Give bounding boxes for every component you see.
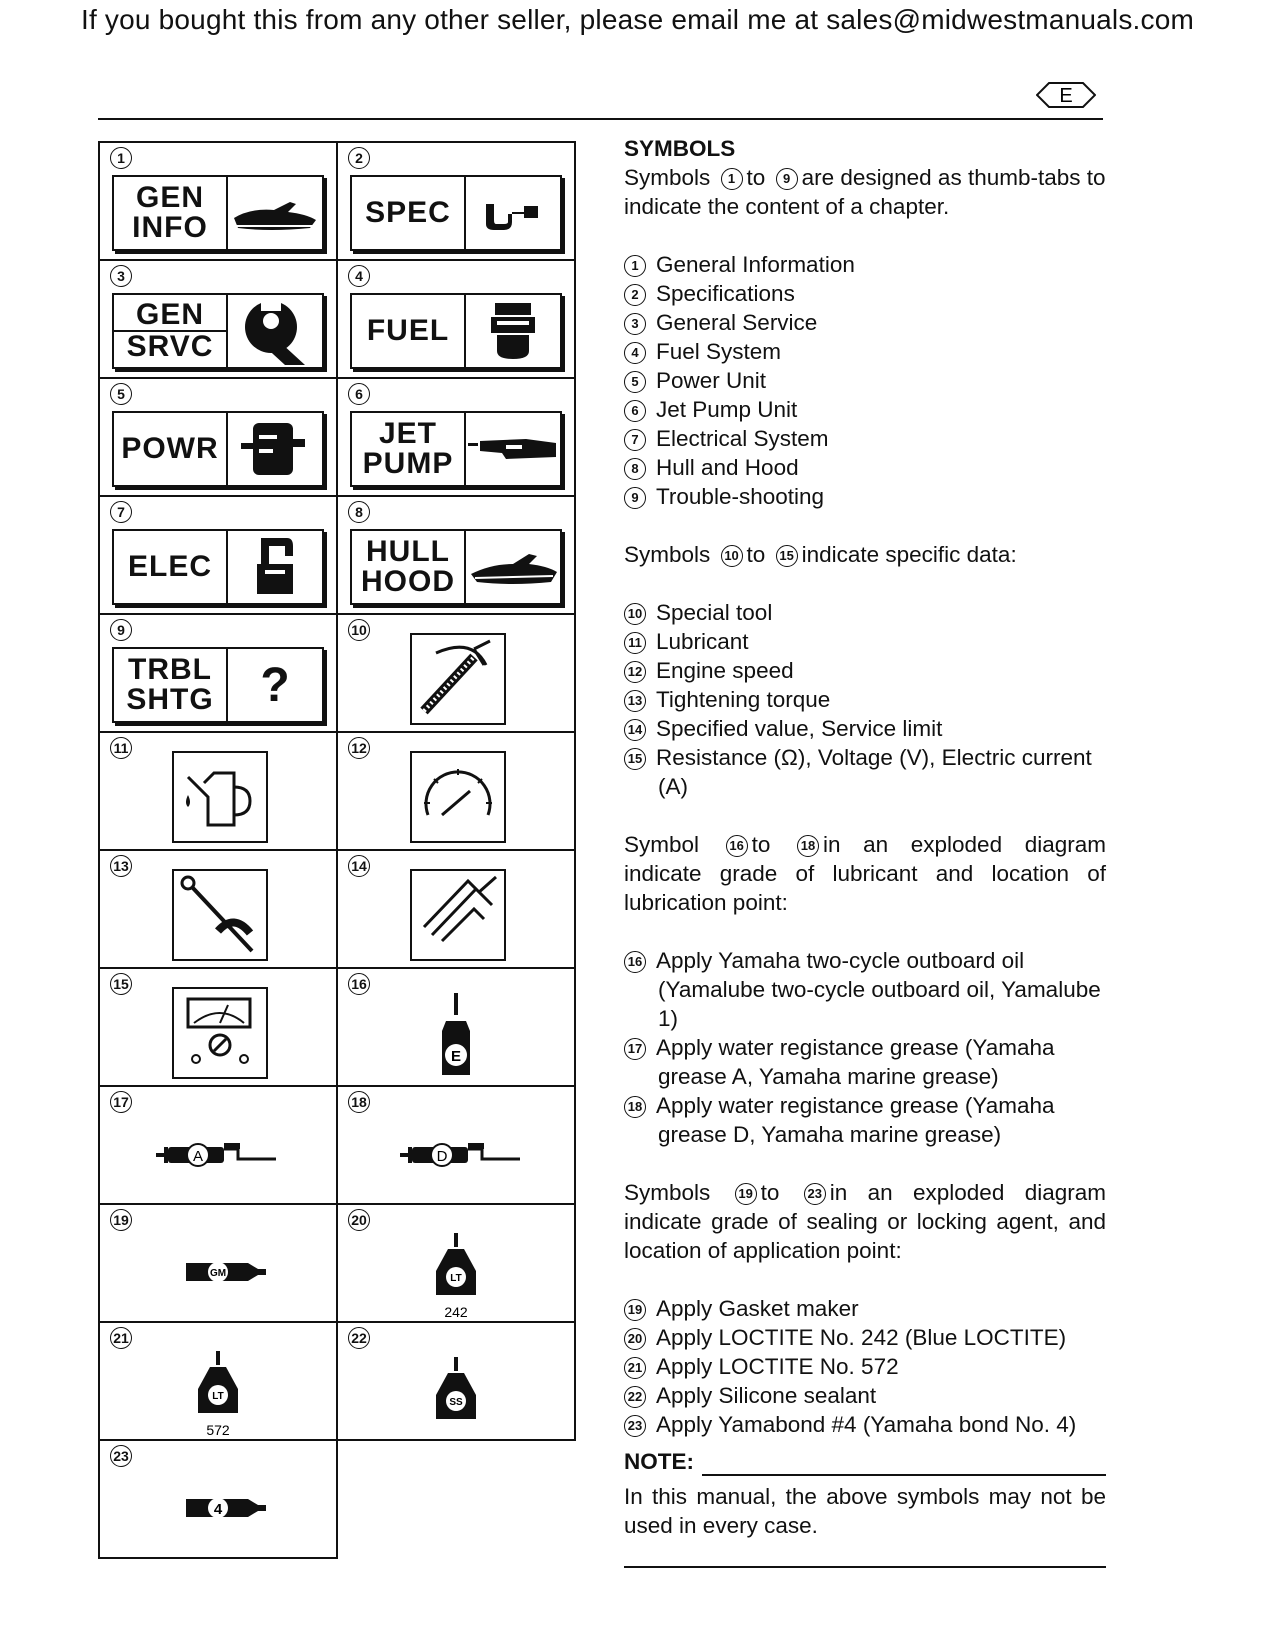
symbol-cell-11 xyxy=(98,731,338,851)
intro-thumb-tabs: Symbols 1 to 9 are designed as thumb-tabs to indicate the content of a chapter. xyxy=(624,165,1106,219)
list-item: 23 Apply Yamabond #4 (Yamaha bond No. 4) xyxy=(624,1410,1106,1439)
wrench-icon xyxy=(235,297,315,365)
jet-pump-icon xyxy=(466,429,560,469)
symbol-cell-21 xyxy=(98,1321,338,1441)
symbol-cell-18 xyxy=(336,1085,576,1205)
gasket-maker-tube-icon xyxy=(100,1219,336,1323)
tab-text: ELEC xyxy=(114,531,228,603)
note-text: In this manual, the above symbols may not be used in every case. xyxy=(624,1484,1106,1538)
micrometer-icon xyxy=(478,188,548,238)
symbol-cell-10 xyxy=(336,613,576,733)
tab-text: TRBL xyxy=(128,653,212,686)
thumb-tab-trbl-shtg xyxy=(112,647,324,723)
note-heading: NOTE: xyxy=(624,1447,1106,1476)
loctite-grade-letters: LT xyxy=(212,1391,224,1402)
thumb-tab-gen-srvc xyxy=(112,293,324,369)
list-item: 5 Power Unit xyxy=(624,366,1106,395)
symbol-number: 3 xyxy=(110,265,132,287)
list-item: 9 Trouble-shooting xyxy=(624,482,1106,511)
symbol-cell-12 xyxy=(336,731,576,851)
list-item: 15 Resistance (Ω), Voltage (V), Electric current (A) xyxy=(624,743,1106,801)
symbol-cell-13 xyxy=(98,849,338,969)
sealant-grade-letters: SS xyxy=(449,1397,463,1408)
loctite-number: 242 xyxy=(444,1304,468,1320)
list-item: 18 Apply water registance grease (Yamaha grease D, Yamaha marine grease) xyxy=(624,1091,1106,1149)
lubricant-icon xyxy=(172,751,268,843)
symbol-number: 17 xyxy=(110,1091,132,1113)
symbol-number: 5 xyxy=(110,383,132,405)
symbol-number: 4 xyxy=(348,265,370,287)
intro-sealing: Symbols 19 to 23 in an exploded diagram indicate grade of sealing or locking agent, and location of application point: xyxy=(624,1180,1106,1263)
silicone-sealant-bottle-icon xyxy=(338,1337,574,1441)
question-mark-icon: ? xyxy=(260,658,290,712)
thumb-tab-fuel xyxy=(350,293,562,369)
symbol-cell-16 xyxy=(336,967,576,1087)
special-tool-icon xyxy=(410,633,506,725)
tab-text: JET xyxy=(378,417,438,450)
loctite-242-bottle-icon xyxy=(338,1219,574,1323)
language-badge xyxy=(1036,82,1096,108)
symbol-cell-15 xyxy=(98,967,338,1087)
lubricant-symbol-list xyxy=(624,946,1106,1149)
symbol-number: 9 xyxy=(110,619,132,641)
data-symbol-list xyxy=(624,598,1106,801)
sealant-symbol-list xyxy=(624,1294,1106,1439)
language-badge-letter: E xyxy=(1059,85,1073,107)
list-item: 13 Tightening torque xyxy=(624,685,1106,714)
oil-grade-letter: E xyxy=(450,1048,462,1065)
tab-text: FUEL xyxy=(352,295,466,367)
intro-specific-data: Symbols 10 to 15 indicate specific data: xyxy=(624,542,1017,567)
list-item: 16 Apply Yamaha two-cycle outboard oil (Yamalube two-cycle outboard oil, Yamalube 1) xyxy=(624,946,1106,1033)
tab-text: GEN xyxy=(135,181,204,214)
symbol-number: 12 xyxy=(348,737,370,759)
symbol-number: 8 xyxy=(348,501,370,523)
symbol-cell-8 xyxy=(336,495,576,615)
seller-banner: If you bought this from any other seller, please email me at sales@midwestmanuals.com xyxy=(80,4,1195,35)
grease-gun-d-icon xyxy=(338,1101,574,1205)
symbol-cell-19 xyxy=(98,1203,338,1323)
grease-grade-letter: D xyxy=(436,1148,448,1165)
header-rule xyxy=(98,118,1103,120)
tab-text: POWR xyxy=(114,413,228,485)
list-item: 8 Hull and Hood xyxy=(624,453,1106,482)
symbol-cell-20 xyxy=(336,1203,576,1323)
symbol-number: 10 xyxy=(348,619,370,641)
list-item: 14 Specified value, Service limit xyxy=(624,714,1106,743)
section-heading: SYMBOLS xyxy=(624,136,736,161)
thumb-tab-gen-info xyxy=(112,175,324,251)
thumb-tab-spec xyxy=(350,175,562,251)
symbol-number: 19 xyxy=(110,1209,132,1231)
list-item: 3 General Service xyxy=(624,308,1106,337)
bond-grade-number: 4 xyxy=(213,1501,223,1518)
symbol-cell-9 xyxy=(98,613,338,733)
thumb-tab-elec xyxy=(112,529,324,605)
loctite-572-bottle-icon xyxy=(100,1337,336,1441)
thumb-tab-powr xyxy=(112,411,324,487)
list-item: 12 Engine speed xyxy=(624,656,1106,685)
symbol-number: 16 xyxy=(348,973,370,995)
chapter-list xyxy=(624,250,1106,511)
engine-icon xyxy=(239,417,311,481)
symbol-number: 11 xyxy=(110,737,132,759)
symbol-cell-3 xyxy=(98,259,338,379)
caliper-icon xyxy=(410,869,506,961)
list-item: 4 Fuel System xyxy=(624,337,1106,366)
thumb-tab-hull-hood xyxy=(350,529,562,605)
list-item: 22 Apply Silicone sealant xyxy=(624,1381,1106,1410)
symbol-number: 23 xyxy=(110,1445,132,1467)
symbol-number: 13 xyxy=(110,855,132,877)
list-item: 2 Specifications xyxy=(624,279,1106,308)
tab-text: SHTG xyxy=(126,683,214,716)
symbol-number: 6 xyxy=(348,383,370,405)
list-item: 17 Apply water registance grease (Yamaha grease A, Yamaha marine grease) xyxy=(624,1033,1106,1091)
symbol-cell-7 xyxy=(98,495,338,615)
tab-text: SPEC xyxy=(352,177,466,249)
list-item: 1 General Information xyxy=(624,250,1106,279)
symbol-cell-14 xyxy=(336,849,576,969)
symbol-cell-22 xyxy=(336,1321,576,1441)
grease-gun-a-icon xyxy=(100,1101,336,1205)
symbol-cell-4 xyxy=(336,259,576,379)
symbol-cell-5 xyxy=(98,377,338,497)
watercraft-icon xyxy=(230,188,320,238)
symbol-cell-17 xyxy=(98,1085,338,1205)
tab-text: GEN xyxy=(114,300,226,332)
list-item: 20 Apply LOCTITE No. 242 (Blue LOCTITE) xyxy=(624,1323,1106,1352)
symbols-legend xyxy=(624,134,1106,1540)
symbol-cell-23 xyxy=(98,1439,338,1559)
list-item: 7 Electrical System xyxy=(624,424,1106,453)
symbol-number: 15 xyxy=(110,973,132,995)
torque-wrench-icon xyxy=(172,869,268,961)
ignition-coil-icon xyxy=(245,534,305,600)
symbol-number: 20 xyxy=(348,1209,370,1231)
symbol-cell-1 xyxy=(98,141,338,261)
tab-text: PUMP xyxy=(362,447,454,480)
symbol-number: 21 xyxy=(110,1327,132,1349)
list-item: 11 Lubricant xyxy=(624,627,1106,656)
intro-lubricant: Symbol 16 to 18 in an exploded diagram indicate grade of lubricant and location of lubrication point: xyxy=(624,832,1106,915)
list-item: 6 Jet Pump Unit xyxy=(624,395,1106,424)
yamabond-tube-icon xyxy=(100,1455,336,1559)
list-item: 10 Special tool xyxy=(624,598,1106,627)
symbol-number: 7 xyxy=(110,501,132,523)
symbol-number: 22 xyxy=(348,1327,370,1349)
tab-text: SRVC xyxy=(126,330,214,363)
symbol-cell-6 xyxy=(336,377,576,497)
tab-text: HOOD xyxy=(361,565,455,598)
multimeter-icon xyxy=(172,987,268,1079)
oil-bottle-e-icon xyxy=(338,983,574,1087)
tachometer-icon xyxy=(410,751,506,843)
loctite-number: 572 xyxy=(206,1422,230,1438)
tab-text: HULL xyxy=(366,535,450,568)
tab-text: INFO xyxy=(132,211,208,244)
symbol-cell-2 xyxy=(336,141,576,261)
list-item: 19 Apply Gasket maker xyxy=(624,1294,1106,1323)
carburetor-icon xyxy=(483,299,543,363)
list-item: 21 Apply LOCTITE No. 572 xyxy=(624,1352,1106,1381)
note-bottom-rule xyxy=(624,1566,1106,1568)
sealant-grade-letters: GM xyxy=(209,1268,227,1279)
symbol-number: 14 xyxy=(348,855,370,877)
symbol-number: 18 xyxy=(348,1091,370,1113)
hull-icon xyxy=(467,542,559,592)
grease-grade-letter: A xyxy=(192,1148,204,1165)
symbol-number: 1 xyxy=(110,147,132,169)
thumb-tab-jet-pump xyxy=(350,411,562,487)
loctite-grade-letters: LT xyxy=(450,1273,462,1284)
symbol-number: 2 xyxy=(348,147,370,169)
